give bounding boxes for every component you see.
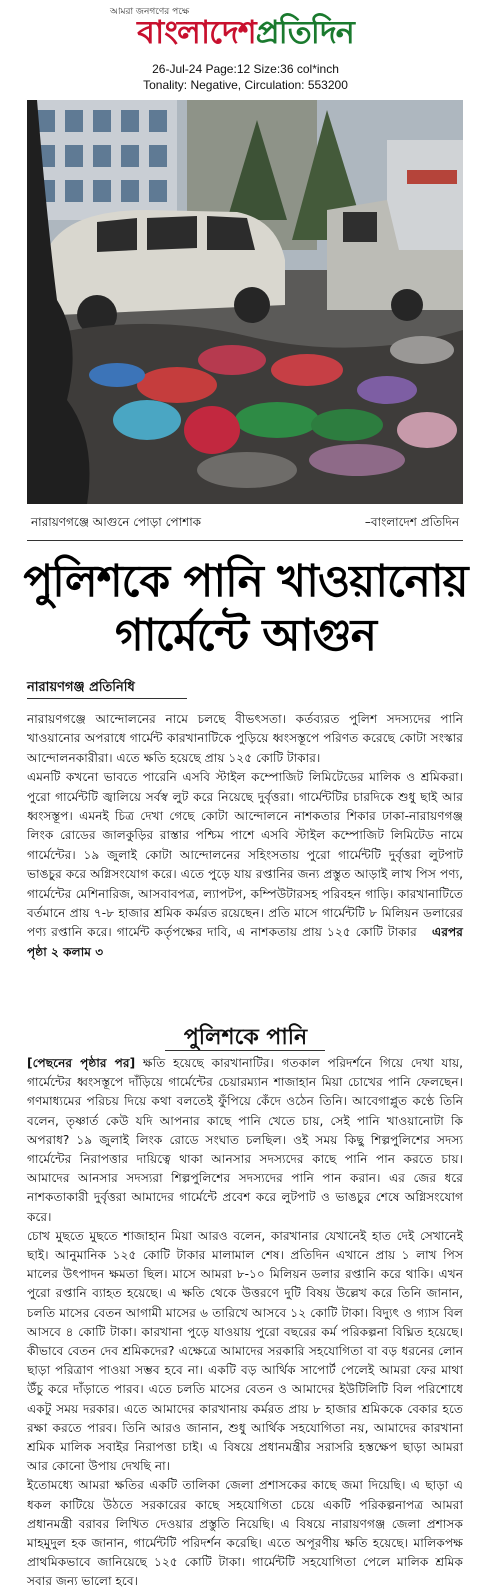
jump-body <box>27 1054 463 1592</box>
jump-paragraph: চোখ মুছতে মুছতে শাজাহান মিয়া আরও বলেন, কারখানার যেখানেই হাত দেই সেখানেই ছাই। আনুমানিক ১২৫ কোটি টাকার মালামাল শেষ। প্রতিদিন এখানে প্রায় ১ লাখ পিস মালের উৎপাদন ক্ষমতা ছিল। মাসে আমরা ৮-১০ মিলিয়ন ডলার রপ্তানি করে থাকি। এখন পুরো রপ্তানি ব্যাহত হয়েছে। এ ক্ষতি থেকে উত্তরণে দুটি বিষয় উল্লেখ করে তিনি জানান, চলতি মাসের বেতন আগামী মাসের ৬ তারিখে আসবে ১২ কোটি টাকা। বিদ্যুৎ ও গ্যাস বিল আসবে ৪ কোটি টাকা। কারখানা পুড়ে যাওয়ায় পুরো বছরের কর্ম পরিকল্পনা বিঘ্নিত হয়েছে। কীভাবে বেতন দেব শ্রমিকদের? এক্ষেত্রে আমাদের সরকারি সহযোগিতা বা বড় ধরনের লোন ছাড়া পরিত্রাণ পাওয়া সম্ভব হবে না। একটি বড় আর্থিক সাপোর্ট পেলেই আমরা ফের মাথা উঁচু করে দাঁড়াতে পারব। এতে চলতি মাসের বেতন ও আমাদের ইউটিলিটি বিল পরিশোধে একটু সময় দরকার। এতে আমাদের কারখানায় কর্মরত প্রায় ৮ হাজার শ্রমিককে বেকার হতে রক্ষা করতে পারব। তিনি আরও জানান, শুধু আর্থিক সহযোগিতা নয়, আমাদের কারখানা শ্রমিক মালিক সবাইর নিরাপত্তা চাই। এ বিষয়ে প্রধানমন্ত্রীর সরাসরি হস্তক্ষেপ ছাড়া আমরা আর কোনো উপায় দেখছি না। <box>27 1228 463 1474</box>
jump-subheading-underline <box>165 1050 325 1051</box>
headline-line-1: পুলিশকে পানি খাওয়ানোয় <box>23 556 468 607</box>
clipping-meta-date: 26-Jul-24 Page:12 Size:36 col*inch <box>152 62 339 76</box>
continued-from-label: [পেছনের পৃষ্ঠার পর] <box>27 1056 136 1070</box>
photo-caption-row <box>27 512 463 532</box>
jump-paragraph <box>27 1054 463 1227</box>
article-paragraph <box>27 768 463 962</box>
article-paragraph: নারায়ণগঞ্জে আন্দোলনের নামে চলছে বীভৎসতা। কর্তব্যরত পুলিশ সদস্যদের পানি খাওয়ানোর অপরাধে গার্মেন্ট কারখানাটিকে পুড়িয়ে ধ্বংসস্তূপে পরিণত করেছে কোটা সংস্কার আন্দোলনকারীরা। এতে ক্ষতি হয়েছে প্রায় ১২৫ কোটি টাকার। <box>27 712 463 765</box>
article-paragraph-text: এমনটি কখনো ভাবতে পারেনি এসবি স্টাইল কম্পোজিট লিমিটেডের মালিক ও শ্রমিকরা। পুরো গার্মেন্টটি জ্বালিয়ে সর্বস্ব লুট করে নিয়েছে দুর্বৃত্তরা। গার্মেন্টটির চারদিকে শুধু ছাই আর ধ্বংসস্তূপ। এমনই চিত্র দেখা গেছে কোটা আন্দোলনে নাশকতার শিকার ঢাকা-নারায়ণগঞ্জ লিংক রোডের জালকুড়ির রাস্তার পশ্চিম পাশে এসবি স্টাইল কম্পোজিট লিমিটেড নামে গার্মেন্টের। ১৯ জুলাই কোটা আন্দোলনের সহিংসতায় পুরো গার্মেন্টটি দুর্বৃত্তরা লুটপাট ভাঙচুর করে অগ্নিসংযোগ করে। এতে পুড়ে যায় রপ্তানির জন্য প্রস্তুত আড়াই লাখ পিস পণ্য, গার্মেন্টের মেশিনারিজ, আসবাবপত্র, ল্যাপটপ, কম্পিউটারসহ পরিবহন গাড়ি। কারখানাটিতে বর্তমানে প্রায় ৭-৮ হাজার শ্রমিক কর্মরত রয়েছেন। প্রতি মাসে গার্মেন্টটি ৮ মিলিয়ন ডলারের পণ্য রপ্তানি করে। গার্মেন্ট কর্তৃপক্ষের দাবি, এ নাশকতায় প্রায় ১২৫ কোটি টাকার <box>27 770 463 940</box>
jump-paragraph-text: ক্ষতি হয়েছে কারখানাটির। গতকাল পরিদর্শনে গিয়ে দেখা যায়, গার্মেন্টের ধ্বংসস্তূপে দাঁড়িয়ে গার্মেন্টের চেয়ারম্যান শাজাহান মিয়া চোখের পানি ফেলছেন। গণমাধ্যমের পরিচয় দিয়ে কথা বলতেই ফুঁপিয়ে কেঁদে ওঠেন তিনি। আবেগাপ্লুত কণ্ঠে তিনি বলেন, তৃষ্ণার্ত কেউ যদি আপনার কাছে পানি খেতে চায়, সেই পানি খাওয়ানোটা কি অপরাধ? ১৯ জুলাই লিংক রোডে সংঘাত চলছিল। ওই সময় কিছু শিল্পপুলিশের সদস্য গার্মেন্টের নিরাপত্তার দায়িত্বে থাকা আনসার সদস্যদের কাছে পানি পান করতে চায়। আমাদের আনসার সদস্যরা শিল্পপুলিশের সদস্যদের পানি পান করান। এর জের ধরে নাশকতাকারী দুর্বৃত্তরা আমাদের গার্মেন্টে প্রবেশ করে লুটপাট ও ভাঙচুর শেষে অগ্নিসংযোগ করে। <box>27 1056 463 1224</box>
jump-paragraph: ইতোমধ্যে আমরা ক্ষতির একটি তালিকা জেলা প্রশাসকের কাছে জমা দিয়েছি। এ ছাড়া এ ধকল কাটিয়ে উঠতে সরকারের কাছে সহযোগিতা চেয়ে একটি পরিকল্পনাপত্র আমরা প্রধানমন্ত্রী বরাবর লিখিত দেওয়ার প্রস্তুতি নিয়েছি। এ বিষয়ে নারায়ণগঞ্জ জেলা প্রশাসক মাহমুদুল হক জানান, গার্মেন্টটি পরিদর্শন করেছি। এতে অপূরণীয় ক্ষতি হয়েছে। মালিকপক্ষ প্রাথমিকভাবে জানিয়েছে ১২৫ কোটি টাকা। গার্মেন্টটি সহযোগিতা পেলে মালিক শ্রমিক সবার জন্য ভালো হবে। <box>27 1478 463 1589</box>
logo-part-bangladesh: বাংলাদেশ <box>137 13 256 51</box>
continued-on-label: এরপর পৃষ্ঠা ২ কলাম ৩ <box>27 925 463 959</box>
masthead-tagline: আমরা জনগণের পক্ষে <box>110 7 190 17</box>
byline-underline <box>27 698 187 699</box>
byline: নারায়ণগঞ্জ প্রতিনিধি <box>27 680 135 695</box>
logo-part-protidin: প্রতিদিন <box>255 13 354 51</box>
headline-line-2: গার্মেন্টে আগুন <box>115 610 376 661</box>
burnt-garments-photo-illustration <box>27 100 463 504</box>
article-body <box>27 710 463 962</box>
newspaper-logo <box>0 12 491 52</box>
caption-divider <box>27 540 463 541</box>
photo-credit: –বাংলাদেশ প্রতিদিন <box>364 515 459 529</box>
jump-subheading: পুলিশকে পানি <box>183 1025 308 1050</box>
news-photo <box>27 100 463 504</box>
clipping-meta-tonality: Tonality: Negative, Circulation: 553200 <box>143 78 348 92</box>
masthead <box>0 0 491 100</box>
photo-caption: নারায়ণগঞ্জে আগুনে পোড়া পোশাক <box>31 515 202 529</box>
